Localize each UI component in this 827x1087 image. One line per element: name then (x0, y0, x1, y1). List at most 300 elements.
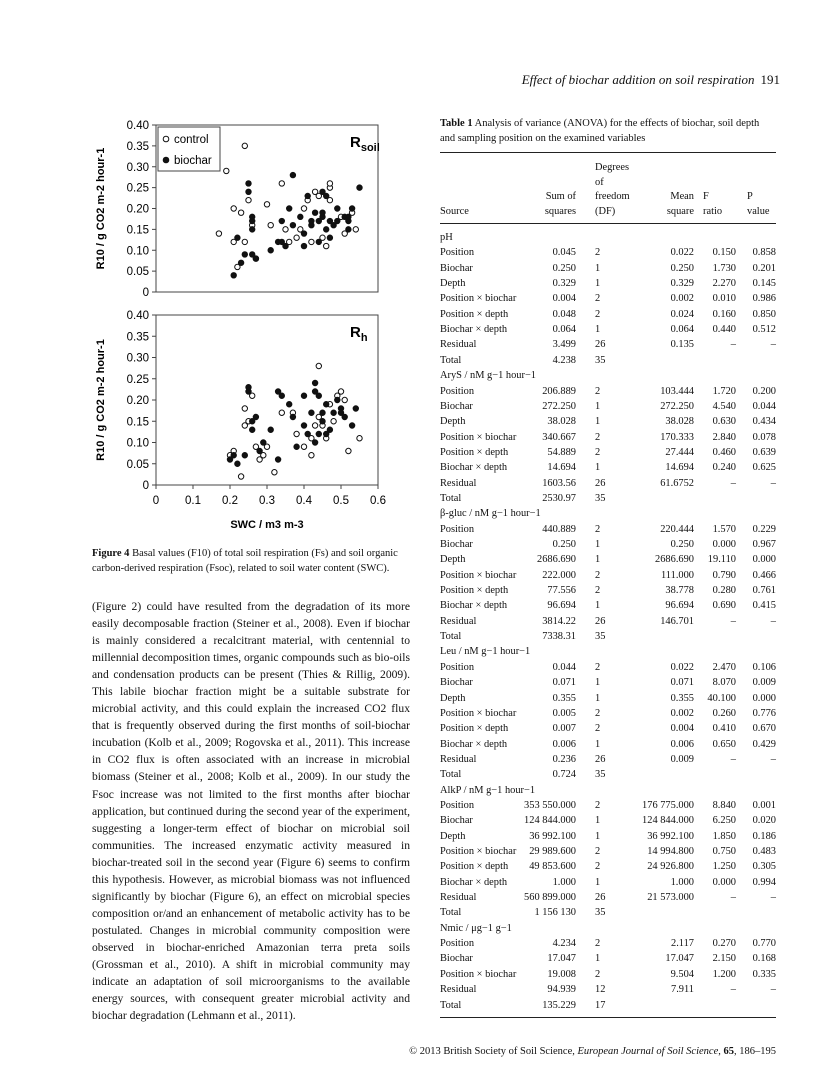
cell-source: Position (440, 247, 475, 259)
cell-mean-square: 0.064 (670, 324, 694, 336)
cell-sum-of-squares: 353 550.000 (524, 799, 576, 811)
header-mean-square-line: square (666, 205, 694, 217)
cell-p-value: 0.106 (752, 661, 776, 673)
biochar-point (253, 256, 258, 261)
legend-marker-biochar (163, 157, 169, 163)
cell-mean-square: 0.329 (670, 278, 694, 290)
biochar-point (335, 397, 340, 402)
biochar-point (246, 385, 251, 390)
cell-f-ratio: 0.160 (712, 308, 736, 320)
cell-p-value: 0.994 (752, 876, 776, 888)
footer-pages: , 186–195 (734, 1046, 776, 1057)
group-title: AryS / nM g−1 hour−1 (440, 370, 537, 382)
table-row (440, 322, 776, 337)
biochar-point (316, 431, 321, 436)
cell-df: 26 (595, 615, 606, 627)
table-row (440, 813, 776, 828)
cell-sum-of-squares: 0.064 (552, 324, 576, 336)
control-point (353, 227, 358, 232)
header-degrees-of-freedom-line: freedom (595, 191, 630, 203)
table-row (440, 767, 776, 782)
cell-f-ratio: 0.000 (712, 876, 736, 888)
panel-label: $R_h$ (350, 324, 368, 344)
cell-p-value: 0.466 (752, 569, 776, 581)
cell-df: 2 (595, 585, 601, 597)
cell-sum-of-squares: 38.028 (547, 416, 576, 428)
biochar-point (305, 431, 310, 436)
cell-mean-square: 0.355 (670, 692, 694, 704)
cell-df: 26 (595, 477, 606, 489)
cell-p-value: – (770, 339, 776, 351)
panel-label-subscript: h (360, 332, 368, 344)
cell-p-value: 0.335 (752, 968, 776, 980)
biochar-point (324, 402, 329, 407)
table-caption (440, 116, 776, 146)
cell-source: Biochar (440, 953, 473, 965)
cell-f-ratio: 0.280 (712, 585, 736, 597)
page-footer: © 2013 British Society of Soil Science, European Journal of Soil Science, 65, 186–195 (409, 1046, 776, 1057)
cell-mean-square: 38.028 (665, 416, 694, 428)
y-tick-label: 0.05 (126, 266, 149, 279)
table-group-title (440, 230, 776, 245)
cell-sum-of-squares: 440.889 (542, 523, 576, 535)
table-row (440, 399, 776, 414)
cell-mean-square: 146.701 (660, 615, 694, 627)
cell-f-ratio: 1.250 (712, 861, 736, 873)
cell-sum-of-squares: 19.008 (547, 968, 576, 980)
biochar-point (316, 393, 321, 398)
control-point (272, 470, 277, 475)
cell-df: 35 (595, 907, 606, 919)
x-tick-label: 0.2 (222, 495, 238, 507)
cell-df: 1 (595, 830, 601, 842)
table-group-title (440, 783, 776, 798)
biochar-point (268, 427, 273, 432)
cell-p-value: 0.483 (752, 846, 776, 857)
legend-label-biochar: biochar (174, 155, 212, 167)
y-tick-label: 0.25 (126, 373, 149, 386)
cell-df: 2 (595, 523, 601, 535)
cell-p-value: 0.000 (752, 554, 776, 566)
control-point (242, 406, 247, 411)
cell-source: Biochar (440, 400, 473, 412)
table-row (440, 752, 776, 767)
table-row (440, 967, 776, 982)
cell-df: 2 (595, 569, 601, 581)
cell-p-value: 0.850 (752, 308, 776, 320)
cell-sum-of-squares: 1 156 130 (534, 907, 576, 919)
cell-source: Biochar × depth (440, 324, 508, 336)
x-tick-label: 0.1 (185, 495, 201, 507)
biochar-point (242, 453, 247, 458)
y-tick-label: 0.35 (126, 140, 149, 153)
y-tick-label: 0.20 (126, 395, 149, 407)
cell-sum-of-squares: 14.694 (547, 462, 576, 474)
biochar-point (290, 414, 295, 419)
cell-source: Total (440, 631, 462, 643)
cell-source: Biochar (440, 677, 473, 689)
header-mean-square-line: Mean (670, 191, 694, 203)
cell-mean-square: 0.022 (670, 661, 694, 673)
cell-df: 1 (595, 738, 601, 750)
cell-df: 35 (595, 354, 606, 366)
biochar-point (301, 393, 306, 398)
biochar-point (250, 227, 255, 232)
control-point (301, 206, 306, 211)
cell-source: Position (440, 661, 475, 673)
cell-mean-square: 272.250 (660, 400, 694, 412)
biochar-point (324, 193, 329, 198)
cell-sum-of-squares: 3.499 (552, 339, 576, 351)
cell-mean-square: 0.006 (670, 738, 694, 750)
cell-source: Position × depth (440, 446, 509, 458)
cell-p-value: 0.305 (752, 861, 776, 873)
header-f-ratio (703, 190, 733, 219)
biochar-point (235, 235, 240, 240)
biochar-point (287, 402, 292, 407)
cell-f-ratio: 2.470 (712, 661, 736, 673)
cell-p-value: 0.625 (752, 462, 776, 474)
table-group-title (440, 921, 776, 936)
cell-p-value: 0.201 (752, 262, 776, 274)
cell-p-value: – (770, 892, 776, 904)
y-tick-label: 0.20 (126, 203, 149, 216)
cell-sum-of-squares: 7338.31 (542, 631, 576, 643)
table-top-rule (440, 152, 776, 153)
biochar-point (298, 214, 303, 219)
biochar-point (342, 414, 347, 419)
cell-f-ratio: 1.720 (712, 385, 736, 397)
cell-p-value: 0.512 (752, 324, 776, 336)
y-axis-label: R10 / g CO2 m-2 hour-1 (95, 339, 107, 461)
cell-source: Biochar × depth (440, 876, 508, 888)
cell-f-ratio: 4.540 (712, 400, 736, 412)
cell-source: Residual (440, 984, 477, 996)
control-point (316, 363, 321, 368)
cell-df: 2 (595, 707, 601, 719)
biochar-point (349, 423, 354, 428)
cell-f-ratio: 0.260 (712, 707, 736, 719)
cell-mean-square: 38.778 (665, 585, 694, 597)
biochar-point (305, 193, 310, 198)
table-row (440, 660, 776, 675)
group-title: β-gluc / nM g−1 hour−1 (440, 508, 541, 520)
control-point (312, 423, 317, 428)
cell-df: 1 (595, 324, 601, 336)
cell-mean-square: 1.000 (670, 876, 694, 888)
cell-df: 2 (595, 861, 601, 873)
cell-p-value: 0.858 (752, 247, 776, 259)
figure-caption (92, 546, 404, 576)
biochar-point (283, 243, 288, 248)
cell-f-ratio: 0.460 (712, 446, 736, 458)
cell-source: Depth (440, 692, 466, 704)
panel-label-subscript: soil (360, 142, 380, 154)
cell-source: Depth (440, 830, 466, 842)
y-tick-label: 0.40 (126, 310, 149, 322)
control-point (294, 235, 299, 240)
cell-source: Depth (440, 278, 466, 290)
cell-mean-square: 17.047 (665, 953, 694, 965)
cell-source: Biochar × depth (440, 600, 508, 612)
table-row (440, 829, 776, 844)
cell-sum-of-squares: 0.724 (552, 769, 576, 781)
cell-sum-of-squares: 2686.690 (537, 554, 576, 566)
cell-p-value: 0.229 (752, 523, 776, 535)
table-row (440, 522, 776, 537)
cell-f-ratio: 0.150 (712, 247, 736, 259)
cell-f-ratio: 0.690 (712, 600, 736, 612)
biochar-point (346, 214, 351, 219)
cell-source: Residual (440, 477, 477, 489)
table-caption-label: Table 1 (440, 118, 473, 129)
biochar-point (290, 223, 295, 228)
cell-mean-square: 0.135 (670, 339, 694, 351)
control-point (283, 227, 288, 232)
cell-sum-of-squares: 0.005 (552, 707, 576, 719)
cell-sum-of-squares: 124 844.000 (524, 815, 576, 827)
cell-sum-of-squares: 0.007 (552, 723, 576, 735)
legend-marker-control (163, 136, 169, 142)
cell-f-ratio: 0.630 (712, 416, 736, 428)
control-point (224, 168, 229, 173)
cell-source: Position (440, 523, 475, 535)
cell-source: Position × biochar (440, 293, 517, 305)
control-point (342, 397, 347, 402)
table-row (440, 353, 776, 368)
cell-sum-of-squares: 0.044 (552, 661, 576, 673)
footer-journal: European Journal of Soil Science (577, 1046, 719, 1057)
cell-sum-of-squares: 96.694 (547, 600, 576, 612)
cell-mean-square: 7.911 (671, 984, 694, 996)
header-f-ratio-line: ratio (703, 205, 723, 217)
cell-mean-square: 24 926.800 (647, 861, 694, 873)
cell-df: 26 (595, 753, 606, 765)
table-header-rule (440, 223, 776, 224)
cell-source: Biochar × depth (440, 738, 508, 750)
y-tick-label: 0.30 (126, 161, 149, 174)
control-point (279, 410, 284, 415)
control-point (238, 474, 243, 479)
cell-sum-of-squares: 0.329 (552, 278, 576, 290)
cell-sum-of-squares: 77.556 (547, 585, 576, 597)
cell-f-ratio: 1.850 (712, 830, 736, 842)
biochar-point (346, 227, 351, 232)
biochar-point (231, 453, 236, 458)
biochar-point (320, 419, 325, 424)
biochar-point (357, 185, 362, 190)
table-caption-text: Analysis of variance (ANOVA) for the effects of biochar, soil depth and sampling position on the examined variables (440, 118, 760, 144)
cell-mean-square: 0.004 (670, 723, 694, 735)
cell-source: Total (440, 354, 462, 366)
y-tick-label: 0.05 (126, 458, 149, 471)
biochar-point (301, 231, 306, 236)
cell-sum-of-squares: 340.667 (542, 431, 576, 443)
header-p-value-line: P (747, 191, 753, 203)
table-row (440, 982, 776, 997)
header-source (440, 205, 500, 219)
cell-source: Total (440, 907, 462, 919)
cell-source: Biochar (440, 815, 473, 827)
cell-df: 1 (595, 692, 601, 704)
cell-source: Position (440, 799, 475, 811)
y-tick-label: 0.35 (126, 331, 149, 344)
cell-sum-of-squares: 0.048 (552, 308, 576, 320)
chart-panel-1 (95, 120, 380, 299)
cell-sum-of-squares: 49 853.600 (529, 861, 576, 873)
cell-f-ratio: – (730, 984, 736, 996)
cell-f-ratio: 2.840 (712, 431, 736, 443)
table-row (440, 552, 776, 567)
biochar-point (290, 172, 295, 177)
x-tick-label: 0.6 (370, 495, 386, 507)
cell-mean-square: 0.024 (670, 308, 694, 320)
cell-source: Residual (440, 339, 477, 351)
cell-p-value: 0.429 (752, 738, 776, 750)
cell-df: 2 (595, 968, 601, 980)
table-row (440, 245, 776, 260)
y-tick-label: 0.10 (126, 437, 149, 450)
cell-df: 26 (595, 339, 606, 351)
biochar-point (353, 406, 358, 411)
cell-p-value: 0.078 (752, 431, 776, 443)
cell-f-ratio: 2.270 (712, 278, 736, 290)
cell-source: Total (440, 999, 462, 1011)
cell-f-ratio: – (730, 753, 736, 765)
y-tick-label: 0 (142, 480, 149, 492)
cell-df: 2 (595, 247, 601, 259)
table-row (440, 307, 776, 322)
cell-df: 2 (595, 446, 601, 458)
cell-f-ratio: – (730, 615, 736, 627)
cell-f-ratio: 0.410 (712, 723, 736, 735)
cell-mean-square: 0.250 (670, 262, 694, 274)
cell-df: 2 (595, 846, 601, 857)
cell-sum-of-squares: 0.236 (552, 753, 576, 765)
cell-f-ratio: 0.240 (712, 462, 736, 474)
biochar-point (335, 218, 340, 223)
cell-df: 17 (595, 999, 606, 1011)
table-row (440, 445, 776, 460)
cell-df: 1 (595, 278, 601, 290)
legend-label-control: control (174, 134, 209, 146)
cell-df: 1 (595, 539, 601, 550)
table-row (440, 629, 776, 644)
cell-p-value: 0.967 (752, 539, 776, 550)
table-row (440, 675, 776, 690)
cell-mean-square: 36 992.100 (647, 830, 694, 842)
cell-source: Position × biochar (440, 707, 517, 719)
biochar-point (257, 448, 262, 453)
biochar-point (279, 218, 284, 223)
cell-sum-of-squares: 0.355 (552, 692, 576, 704)
biochar-point (327, 235, 332, 240)
biochar-point (327, 427, 332, 432)
group-title: pH (440, 232, 453, 243)
cell-source: Position × biochar (440, 431, 517, 443)
figure-caption-label: Figure 4 (92, 548, 130, 559)
header-f-ratio-line: F (703, 191, 709, 203)
cell-mean-square: 0.071 (670, 677, 694, 689)
table-row (440, 276, 776, 291)
y-tick-label: 0.10 (126, 245, 149, 258)
cell-sum-of-squares: 1603.56 (542, 477, 576, 489)
biochar-point (253, 414, 258, 419)
control-point (331, 419, 336, 424)
table-row (440, 460, 776, 475)
y-tick-label: 0.15 (126, 224, 149, 237)
table-row (440, 859, 776, 874)
cell-p-value: – (770, 753, 776, 765)
header-p-value (747, 190, 777, 219)
cell-p-value: 0.670 (752, 723, 776, 735)
biochar-point (294, 444, 299, 449)
cell-sum-of-squares: 0.004 (552, 293, 576, 305)
cell-sum-of-squares: 2530.97 (542, 492, 576, 504)
cell-f-ratio: 1.570 (712, 523, 736, 535)
cell-df: 1 (595, 416, 601, 428)
cell-source: Total (440, 769, 462, 781)
table-row (440, 737, 776, 752)
cell-source: Position × biochar (440, 846, 517, 857)
page-number: 191 (760, 72, 780, 87)
cell-source: Residual (440, 615, 477, 627)
table-row (440, 598, 776, 613)
body-paragraph: (Figure 2) could have resulted from the degradation of its more easily decomposable fraction (Steiner et al., 2008). Even if biochar is mainly considered a recalcitrant material, with centennial to millennial decomposition times, organic compounds such as bio-oils and condensation products can be present (Thies & Rillig, 2009). This labile biochar fraction might be a suitable substrate for microbial activity, and this could explain the increased CO2 flux that is frequently observed during the first months of soil-biochar incubation (Kolb et al., 2009; Rogovska et al., 2011). This increase in CO2 flux is often associated with an increase in microbial biomass (Steiner et al., 2008; Kolb et al., 2009). In our study the Fsoc increase was not limited to the first months after biochar application, but continued during the second year of the experiment, suggesting a longer-term effect of biochar on microbial soil communities. The increased enzymatic activity measured in biochar-treated soil in the second year (Figure 6) seems to confirm this hypothesis. However, as microbial biomass was not influenced significantly by biochar (Figure 6), an effect on microbial species composition or/and an enhancement of metabolic activity has to be postulated. Changes in microbial community composition were observed in biochar-enriched Amazonian terra preta soils (Grossman et al., 2010). A shift in microbial community may indicate an adaptation of soil microorganisms to the available energy sources, with consequent greater microbial activity and biochar degradation (Lehmann et al., 2011). (92, 600, 410, 1023)
cell-df: 1 (595, 400, 601, 412)
cell-source: Residual (440, 753, 477, 765)
x-tick-label: 0 (152, 495, 160, 507)
cell-p-value: – (770, 477, 776, 489)
cell-source: Biochar (440, 539, 473, 550)
y-tick-label: 0 (142, 287, 149, 299)
cell-f-ratio: 1.730 (712, 262, 736, 274)
biochar-point (316, 239, 321, 244)
biochar-point (235, 461, 240, 466)
cell-sum-of-squares: 560 899.000 (524, 892, 576, 904)
figure-caption-text: Basal values (F10) of total soil respiration (Fs) and soil organic carbon-derived respiration (Fsoc), related to soil water content (SWC). (92, 548, 398, 574)
table-row (440, 476, 776, 491)
cell-p-value: 0.044 (752, 400, 776, 412)
cell-df: 2 (595, 385, 601, 397)
biochar-point (312, 380, 317, 385)
biochar-point (268, 248, 273, 253)
cell-f-ratio: 0.750 (712, 846, 736, 857)
biochar-point (279, 393, 284, 398)
cell-df: 35 (595, 769, 606, 781)
cell-df: 1 (595, 262, 601, 274)
cell-sum-of-squares: 272.250 (542, 400, 576, 412)
table-row (440, 936, 776, 951)
cell-df: 2 (595, 661, 601, 673)
cell-p-value: 0.770 (752, 938, 776, 950)
biochar-point (238, 260, 243, 265)
cell-df: 26 (595, 892, 606, 904)
cell-p-value: 0.145 (752, 278, 776, 290)
table-row (440, 384, 776, 399)
header-source-line: Source (440, 205, 469, 217)
x-tick-label: 0.5 (333, 495, 349, 507)
cell-sum-of-squares: 29 989.600 (529, 846, 576, 857)
table-row (440, 706, 776, 721)
cell-mean-square: 0.250 (670, 539, 694, 550)
cell-df: 12 (595, 984, 606, 996)
running-head (490, 72, 780, 88)
cell-mean-square: 96.694 (665, 600, 694, 612)
cell-source: Position × depth (440, 723, 509, 735)
biochar-point (312, 440, 317, 445)
cell-f-ratio: – (730, 892, 736, 904)
